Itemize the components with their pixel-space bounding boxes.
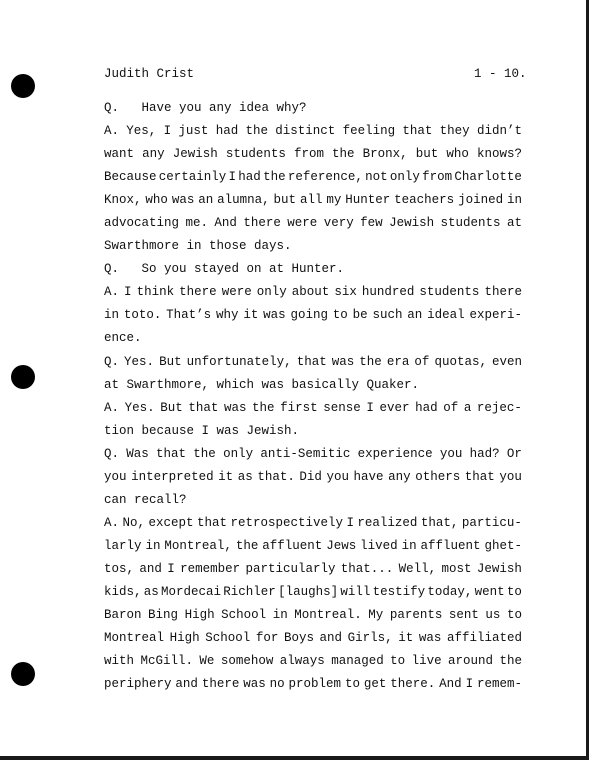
word: rejec-: [476, 400, 522, 415]
word: I: [346, 515, 354, 530]
word: there: [243, 216, 281, 231]
word: only: [223, 446, 254, 461]
word: you: [439, 446, 463, 461]
word: Bing: [148, 608, 179, 623]
word: there: [179, 285, 217, 300]
transcript-line: [104, 512, 522, 535]
word: with: [104, 654, 135, 669]
word: experi-: [469, 308, 522, 323]
word: Yes.: [124, 400, 155, 415]
word: A.: [104, 285, 120, 300]
word: didn’t: [476, 124, 522, 139]
word: in: [401, 538, 417, 553]
transcript-line: Q. Have you any idea why?: [104, 101, 307, 115]
word: parents: [389, 608, 443, 623]
word: no: [269, 677, 285, 692]
word: there: [484, 285, 522, 300]
transcript-line: [104, 212, 522, 235]
word: reference,: [287, 170, 363, 185]
word: quotas,: [434, 354, 487, 369]
transcript-line: [104, 581, 522, 604]
transcript-line: can recall?: [104, 492, 187, 507]
word: Montreal.: [294, 608, 362, 623]
word: Baron: [104, 608, 142, 623]
word: think: [136, 285, 175, 300]
word: only: [389, 170, 420, 185]
word: realized: [357, 515, 418, 530]
word: School: [221, 608, 267, 623]
word: toto.: [123, 308, 162, 323]
word: affluent: [262, 538, 323, 553]
word: had?: [469, 446, 500, 461]
word: Yes.: [124, 354, 155, 369]
word: and: [139, 561, 162, 576]
word: had: [215, 124, 239, 139]
word: such: [372, 308, 403, 323]
word: any: [142, 147, 165, 162]
word: was: [331, 354, 355, 369]
transcript-line: [104, 143, 522, 166]
word: went: [474, 584, 505, 599]
word: who: [145, 193, 168, 208]
word: particularly: [245, 561, 336, 576]
word: very: [323, 216, 354, 231]
word: I: [167, 561, 175, 576]
word: knows?: [476, 147, 522, 162]
word: were: [287, 216, 318, 231]
word: the: [235, 538, 259, 553]
word: students: [419, 285, 480, 300]
word: alumna,: [217, 193, 270, 208]
word: not: [365, 170, 388, 185]
word: there.: [390, 677, 436, 692]
word: who: [446, 147, 469, 162]
word: in: [506, 193, 522, 208]
word: that.: [257, 469, 295, 484]
word: was: [171, 193, 195, 208]
word: in: [104, 308, 120, 323]
word: around: [448, 654, 494, 669]
word: Hunter: [345, 193, 391, 208]
word: High: [169, 631, 200, 646]
word: anti-Semitic: [260, 446, 351, 461]
word: Q.: [104, 354, 120, 369]
word: Was: [126, 446, 149, 461]
transcript-body: [104, 97, 522, 696]
word: just: [178, 124, 209, 139]
transcript-line: [104, 604, 522, 627]
word: affiliated: [446, 631, 522, 646]
word: teachers: [394, 193, 455, 208]
page-bottom-edge: [0, 756, 589, 760]
word: Jewish: [476, 561, 522, 576]
word: testify: [372, 584, 426, 599]
word: tos,: [104, 561, 135, 576]
word: I: [124, 285, 132, 300]
word: the: [359, 354, 382, 369]
word: going: [290, 308, 328, 323]
word: six: [334, 285, 357, 300]
word: hundred: [361, 285, 415, 300]
word: that: [464, 469, 495, 484]
word: No,: [122, 515, 145, 530]
word: problem: [288, 677, 342, 692]
transcript-line: [104, 627, 522, 650]
interviewee-name: Judith Crist: [104, 67, 195, 81]
word: Girls,: [347, 631, 393, 646]
word: it: [243, 308, 259, 323]
word: Yes,: [126, 124, 157, 139]
word: And: [214, 216, 237, 231]
word: that,: [420, 515, 459, 530]
word: few: [360, 216, 383, 231]
word: live: [411, 654, 442, 669]
word: lived: [360, 538, 398, 553]
word: in: [145, 538, 161, 553]
word: Charlotte: [454, 170, 522, 185]
word: managed: [331, 654, 384, 669]
transcript-line: tion because I was Jewish.: [104, 423, 300, 438]
word: Or: [506, 446, 522, 461]
word: that: [188, 400, 219, 415]
word: A.: [104, 124, 120, 139]
word: that...: [340, 561, 394, 576]
word: was: [223, 400, 247, 415]
word: an: [198, 193, 214, 208]
word: had: [415, 400, 438, 415]
word: always: [279, 654, 325, 669]
word: Because: [104, 170, 157, 185]
word: from: [422, 170, 453, 185]
transcript-line: [104, 443, 522, 466]
word: there: [201, 677, 240, 692]
word: me.: [185, 216, 208, 231]
transcript-line: [104, 650, 522, 673]
word: was: [263, 308, 286, 323]
transcript-line: [104, 166, 522, 189]
word: even: [491, 354, 522, 369]
word: unfortunately,: [186, 354, 292, 369]
word: students: [225, 147, 286, 162]
word: to: [390, 654, 406, 669]
word: first: [280, 400, 318, 415]
word: joined: [458, 193, 504, 208]
word: Bronx,: [362, 147, 408, 162]
transcript-line: [104, 120, 522, 143]
word: have: [353, 469, 384, 484]
word: most: [441, 561, 472, 576]
word: at: [506, 216, 522, 231]
word: my: [326, 193, 342, 208]
word: I: [366, 400, 374, 415]
word: be: [352, 308, 368, 323]
transcript-line: [104, 189, 522, 212]
word: larly: [104, 538, 142, 553]
word: Did: [299, 469, 322, 484]
word: as: [237, 469, 253, 484]
word: remember: [180, 561, 241, 576]
word: A.: [104, 515, 120, 530]
word: all: [299, 193, 323, 208]
transcript-line: at Swarthmore, which was basically Quaker.: [104, 377, 420, 392]
transcript-line: [104, 535, 522, 558]
punch-hole-middle: [11, 365, 35, 389]
word: Jewish: [389, 216, 435, 231]
word: ideal: [427, 308, 465, 323]
word: as: [143, 584, 159, 599]
word: want: [104, 147, 135, 162]
word: but: [415, 147, 439, 162]
punch-hole-top: [11, 74, 35, 98]
word: you: [499, 469, 522, 484]
word: I: [465, 677, 474, 692]
word: of: [443, 400, 459, 415]
word: to: [506, 584, 522, 599]
word: ghet-: [484, 538, 522, 553]
word: Knox,: [104, 193, 142, 208]
word: the: [245, 124, 268, 139]
word: an: [407, 308, 423, 323]
word: only: [256, 285, 287, 300]
word: and: [319, 631, 343, 646]
word: any: [388, 469, 411, 484]
word: in: [272, 608, 288, 623]
word: why: [215, 308, 239, 323]
word: We: [199, 654, 215, 669]
word: others: [415, 469, 461, 484]
word: get: [363, 677, 387, 692]
word: Jewish: [172, 147, 218, 162]
word: Mordecai: [161, 584, 222, 599]
word: a: [463, 400, 472, 415]
transcript-line: Swarthmore in those days.: [104, 239, 292, 254]
word: the: [193, 446, 216, 461]
word: Q.: [104, 446, 120, 461]
word: that: [196, 515, 227, 530]
word: A.: [104, 400, 120, 415]
word: That’s: [166, 308, 212, 323]
word: from: [293, 147, 324, 162]
word: you: [104, 469, 127, 484]
transcript-line: [104, 397, 522, 420]
word: they: [439, 124, 470, 139]
word: today,: [427, 584, 473, 599]
word: ever: [379, 400, 410, 415]
word: the: [252, 400, 275, 415]
word: and: [175, 677, 198, 692]
word: Jews: [326, 538, 357, 553]
word: High: [184, 608, 215, 623]
punch-hole-bottom: [11, 662, 35, 686]
word: that: [296, 354, 327, 369]
word: advocating: [104, 216, 180, 231]
word: was: [243, 677, 266, 692]
word: to: [506, 608, 522, 623]
word: Richler: [223, 584, 276, 599]
word: Well,: [398, 561, 437, 576]
word: Boys: [283, 631, 314, 646]
word: certainly: [158, 170, 227, 185]
word: was: [418, 631, 442, 646]
word: retrospectively: [230, 515, 343, 530]
transcript-line: ence.: [104, 331, 142, 346]
word: [laughs]: [278, 584, 339, 599]
transcript-line: [104, 281, 522, 304]
word: the: [499, 654, 522, 669]
word: feeling: [342, 124, 396, 139]
transcript-line: [104, 304, 522, 327]
word: for: [255, 631, 279, 646]
word: particu-: [461, 515, 522, 530]
word: I: [163, 124, 172, 139]
page-number: 1 - 10.: [474, 67, 527, 81]
word: Montreal: [104, 631, 165, 646]
word: somehow: [220, 654, 274, 669]
word: Montreal,: [164, 538, 232, 553]
word: But: [159, 354, 182, 369]
word: My: [368, 608, 384, 623]
word: it: [398, 631, 414, 646]
word: that: [402, 124, 433, 139]
word: to: [344, 677, 360, 692]
word: kids,: [104, 584, 142, 599]
word: that: [156, 446, 187, 461]
word: affluent: [420, 538, 481, 553]
transcript-line: [104, 351, 522, 374]
word: sense: [323, 400, 361, 415]
word: to: [332, 308, 348, 323]
word: experience: [357, 446, 433, 461]
word: you: [326, 469, 349, 484]
transcript-line: Q. So you stayed on at Hunter.: [104, 262, 345, 277]
word: students: [440, 216, 501, 231]
word: sent: [448, 608, 479, 623]
word: And: [439, 677, 462, 692]
word: School: [205, 631, 251, 646]
word: it: [218, 469, 234, 484]
word: but: [273, 193, 297, 208]
transcript-line: [104, 673, 522, 696]
word: of: [414, 354, 430, 369]
word: the: [332, 147, 355, 162]
word: era: [386, 354, 410, 369]
transcript-line: [104, 558, 522, 581]
word: McGill.: [140, 654, 193, 669]
word: had: [238, 170, 261, 185]
word: except: [148, 515, 194, 530]
word: interpreted: [131, 469, 214, 484]
word: about: [291, 285, 330, 300]
word: us: [485, 608, 501, 623]
word: But: [160, 400, 183, 415]
word: will: [340, 584, 371, 599]
word: periphery: [104, 677, 172, 692]
word: distinct: [275, 124, 336, 139]
transcript-line: [104, 466, 522, 489]
word: were: [221, 285, 252, 300]
word: I: [228, 170, 237, 185]
word: remem-: [476, 677, 522, 692]
word: the: [263, 170, 286, 185]
